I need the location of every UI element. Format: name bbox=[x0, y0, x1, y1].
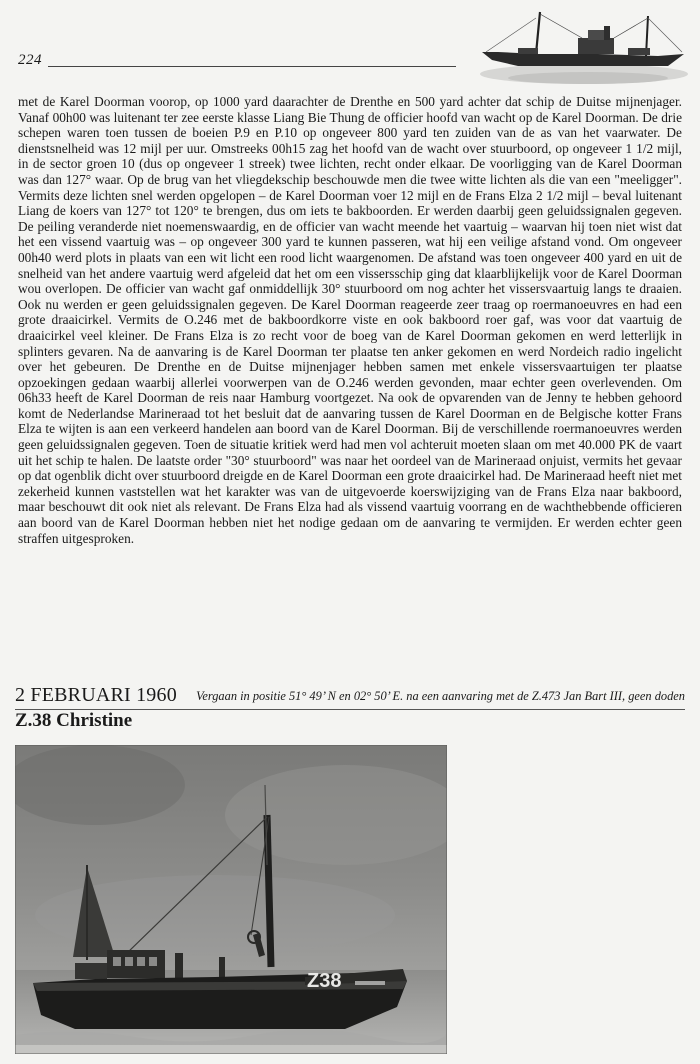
section-description: Vergaan in positie 51° 49’ N en 02° 50’ E. na een aanvaring met de Z.473 Jan Bart III, geen doden bbox=[196, 689, 685, 703]
article-body-text: met de Karel Doorman voorop, op 1000 yard daarachter de Drenthe en 500 yard achter dat schip de Duitse mijnenjager. Vanaf 00h00 was luitenant ter zee eerste klasse Liang Bie Thung de officier hoofd van wacht op de Karel Doorman. De drie schepen waren toen tussen de boeien P.9 en P.10 op ongeveer 800 yard ten zuiden van de as van het vaarwater. De dienstsnelheid was 12 mijl per uur. Omstreeks 00h15 zag het hoofd van de wacht over stuurboord, op ongeveer 1 1/2 mijl, in de sector groen 10 (dus op ongeveer 1 streek) twee lichten, recht onder elkaar. De voorligging van de Karel Doorman was dan 127° waar. Op de brug van het vliegdekschip beschouwde men die twee witte lichten als die van een "meeligger". Vermits deze lichten snel werden opgelopen – de Karel Doorman voer 12 mijl en de Frans Elza 2 1/2 mijl – beval luitenant Liang de koers van 127° tot 120° te brengen, dus om iets te bakboorden. Er werden daarbij geen geluidssignalen gegeven. De peiling veranderde niet noemenswaardig, en de officier van wacht meende het vaartuig – waarvan hij toen niet wist dat het een vissend vaartuig was – op ongeveer 300 yard te kunnen passeren, wat hij een veilige afstand vond. Om ongeveer 00h40 werd plots in plaats van een wit licht een rood licht waargenomen. De afstand was toen ongeveer 400 yard en uit de snelheid van het andere vaartuig werd afgeleid dat het om een vissersschip ging dat klaarblijkelijk voor de Karel Doorman wou overlopen. De officier van wacht gaf onmiddellijk 30° stuurboord om nog achter het vissersvaartuig langs te draaien. Ook nu werden er geen geluidssignalen gegeven. De Karel Doorman reageerde zeer traag op roermanoeuvres en had een grote draaicirkel. Vermits de O.246 met de bakboordkorre viste en ook bakboord roer gaf, was voor dat vaartuig de draaicirkel veel kleiner. De Frans Elza is zo recht voor de boeg van de Karel Doorman gekomen en werd letterlijk in splinters gevaren. Na de aanvaring is de Karel Doorman ter plaatse ten anker gekomen en werd Nordeich radio ingelicht over het gebeuren. De Drenthe en de Duitse mijnenjager hebben samen met enkele vissersvaartuigen ter plaatse opzoekingen gedaan waarbij allerlei voorwerpen van de O.246 werden gevonden, maar echter geen overlevenden. Om 06h33 heeft de Karel Doorman de reis naar Hamburg voortgezet. Na ook de opvarenden van de Jenny te hebben gehoord komt de Nederlandse Marineraad tot het besluit dat de aanvaring tussen de Karel Doorman en de Belgische kotter Frans Elza te wijten is aan een verkeerd handelen aan boord van de Karel Doorman. Bij de verschillende roermanoeuvres werden geen geluidssignalen gegeven. Toen de situatie kritiek werd had men vol achteruit moeten slaan om met 40.000 PK de vaart uit het schip te halen. De laatste order "30° stuurboord" was naar het oordeel van de Marineraad onjuist, vermits het gevaar op dat ogenblik dicht over stuurboord dreigde en de Karel Doorman een grote draaicirkel had. De Marineraad heeft niet met zekerheid kunnen vaststellen wat het karakter was van de uitgevoerde koerswijziging van de Frans Elza naar bakboord, maar beschouwt dit ook niet als relevant. De Frans Elza had als vissend vaartuig voorrang en de wachthebbende officieren aan boord van de Karel Doorman hebben niet het nodige gedaan om de aanvaring te vermijden. Er werden echter geen straffen uitgesproken. bbox=[18, 94, 682, 546]
header-rule bbox=[48, 66, 456, 67]
ship-photo bbox=[15, 745, 447, 1054]
hull-marking: Z38 bbox=[307, 970, 342, 992]
page-header bbox=[0, 0, 700, 90]
header-ship-illustration bbox=[478, 8, 690, 86]
ship-title: Z.38 Christine bbox=[15, 710, 133, 731]
section-date: 2 FEBRUARI 1960 bbox=[15, 684, 177, 706]
page-number: 224 bbox=[18, 52, 42, 68]
ship-photo-image bbox=[15, 745, 447, 1054]
